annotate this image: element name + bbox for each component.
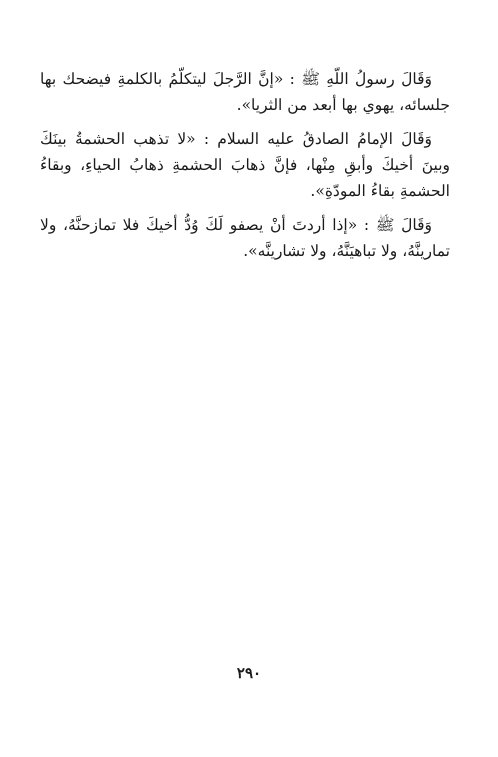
- paragraph-friendship-hadith: وَقَالَ ﷺ : «إذا أردتَ أنْ يصفو لَكَ وُدُّ أخيكَ فلا تمازحنَّهُ، ولا تمارينَّهُ، ولا تباهيَنَّهُ، ولا تشارينَّه».: [40, 216, 450, 260]
- body-text: [40, 66, 450, 272]
- paragraph-prophet-hadith: وَقَالَ رسولُ اللّهِ ﷺ : «إنَّ الرَّجلَ ليتكلّمُ بالكلمةِ فيضحك بها جلسائه، يهوي بها أبعد من الثريا».: [40, 70, 450, 114]
- paragraph-imam-sadiq-hadith: وَقَالَ الإمامُ الصادقُ عليه السلام : «لا تذهب الحشمةُ بينَكَ وبينَ أخيكَ وأبقِ مِنْها، فإنَّ ذهابَ الحشمةِ ذهابُ الحياءِ، وبقاءُ الحشمةِ بقاءُ المودّةِ».: [40, 130, 450, 200]
- page-number: ٢٩٠: [236, 664, 262, 682]
